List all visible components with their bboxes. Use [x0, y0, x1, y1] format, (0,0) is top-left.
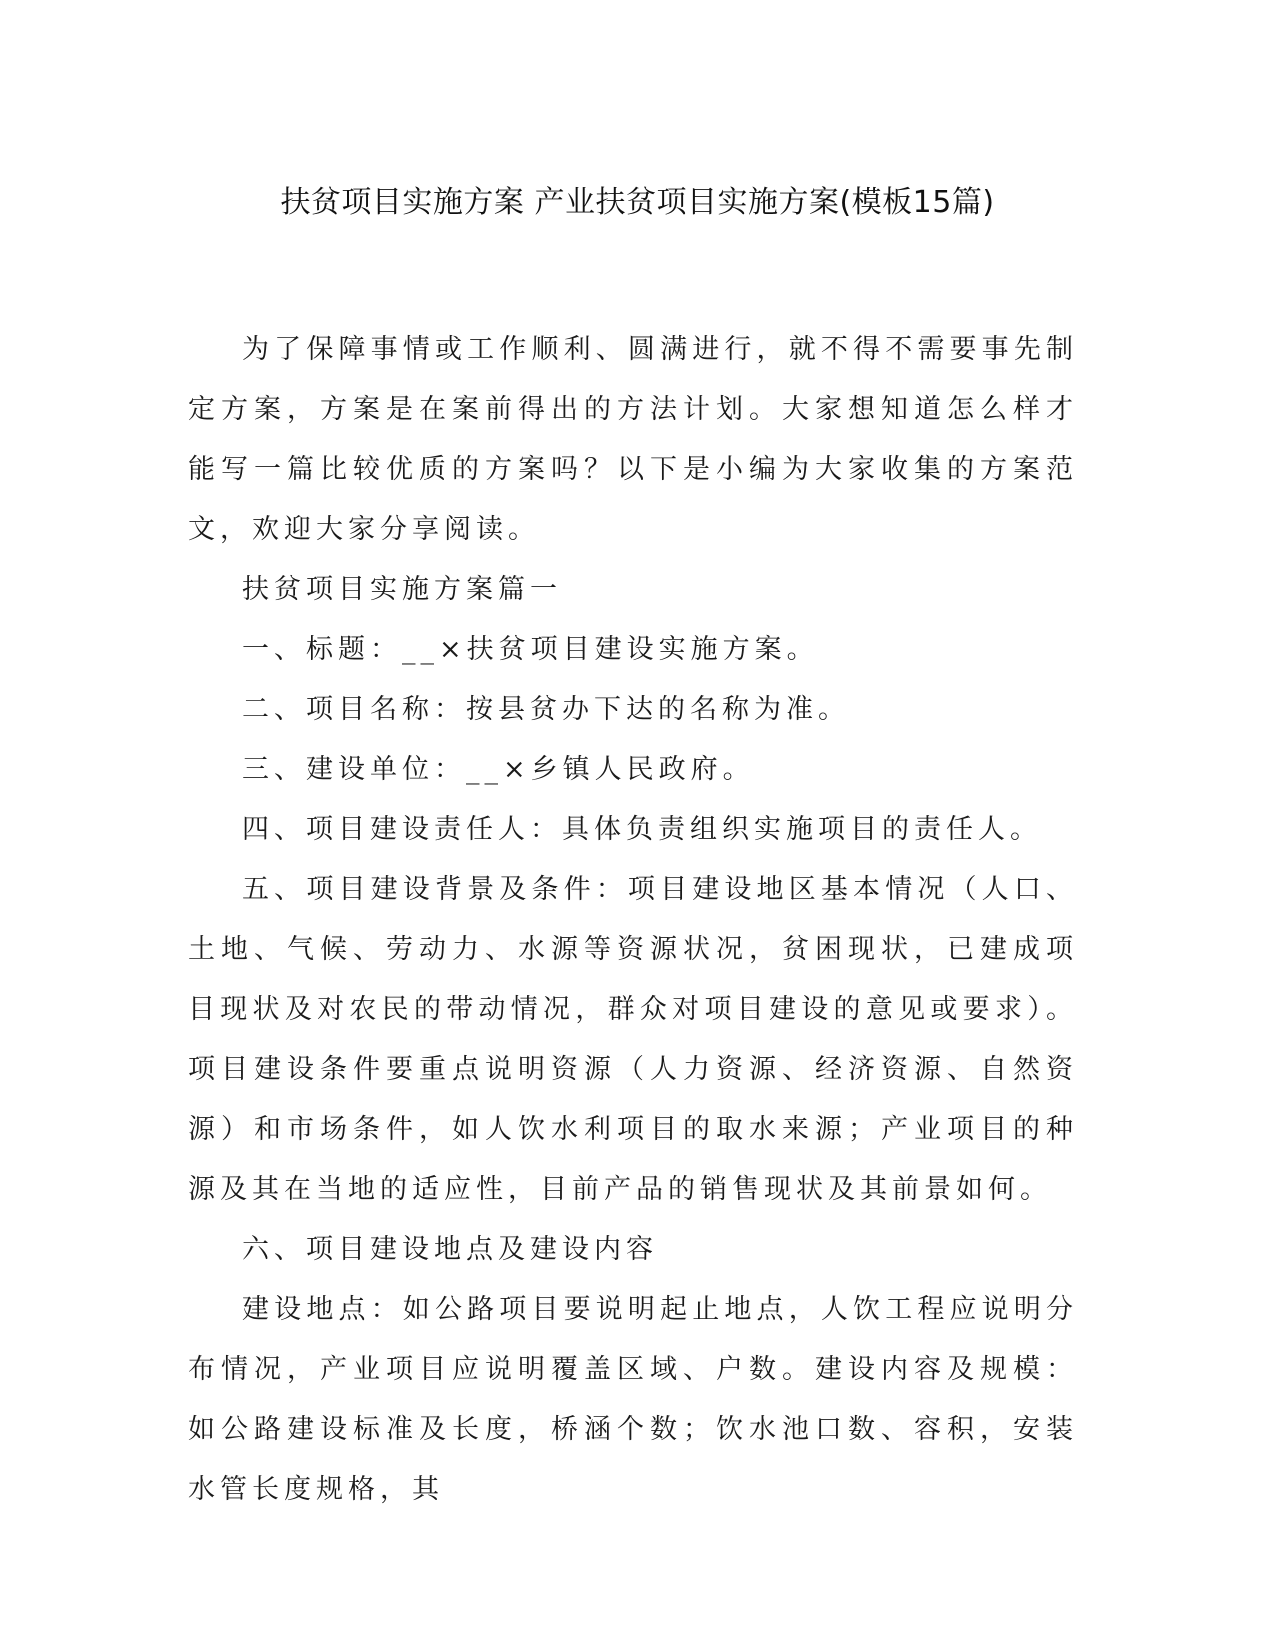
item-location-content-body: 建设地点：如公路项目要说明起止地点，人饮工程应说明分布情况，产业项目应说明覆盖区域、户数。建设内容及规模：如公路建设标准及长度，桥涵个数；饮水池口数、容积，安装水管长度规格，其 [188, 1294, 1078, 1505]
intro-paragraph: 为了保障事情或工作顺利、圆满进行，就不得不需要事先制定方案，方案是在案前得出的方法计划。大家想知道怎么样才能写一篇比较优质的方案吗？以下是小编为大家收集的方案范文，欢迎大家分享阅读。 [188, 334, 1078, 545]
section-heading: 扶贫项目实施方案篇一 [242, 574, 562, 605]
item-construction-unit: 三、建设单位：__×乡镇人民政府。 [242, 754, 755, 785]
item-project-name: 二、项目名称：按县贫办下达的名称为准。 [242, 694, 850, 725]
document-title: 扶贫项目实施方案 产业扶贫项目实施方案(模板15篇) [280, 185, 995, 220]
item-location-content-heading: 六、项目建设地点及建设内容 [242, 1234, 658, 1265]
item-responsible-person: 四、项目建设责任人：具体负责组织实施项目的责任人。 [242, 814, 1042, 845]
document-body [188, 320, 1078, 1520]
item-background-conditions: 五、项目建设背景及条件：项目建设地区基本情况（人口、土地、气候、劳动力、水源等资源状况，贫困现状，已建成项目现状及对农民的带动情况，群众对项目建设的意见或要求）。项目建设条件要重点说明资源（人力资源、经济资源、自然资源）和市场条件，如人饮水利项目的取水来源；产业项目的种源及其在当地的适应性，目前产品的销售现状及其前景如何。 [188, 874, 1078, 1205]
item-title: 一、标题：__×扶贫项目建设实施方案。 [242, 634, 819, 665]
